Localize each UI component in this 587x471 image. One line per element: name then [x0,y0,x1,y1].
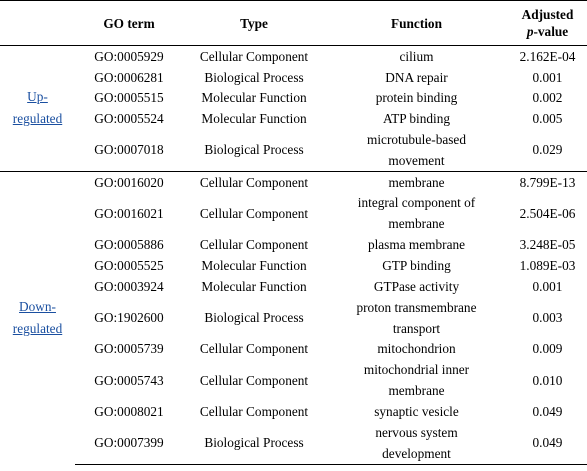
cell-adjusted-pvalue: 0.001 [532,69,563,85]
table-row [0,401,587,422]
function-line: mitochondrion [377,341,456,357]
group-label [0,296,75,340]
cell-function [325,87,508,108]
cell-function [325,129,508,172]
header-pvalue-rest: -value [533,24,569,39]
table-row [0,359,587,401]
table-row [0,234,587,255]
cell-adjusted-pvalue: 0.029 [532,142,563,158]
group-label-cell [0,46,75,172]
function-line: mitochondrial inner [363,362,470,378]
cell-adjusted-pvalue: 0.049 [532,404,563,420]
cell-type: Cellular Component [199,372,309,388]
table-row [0,276,587,297]
cell-function [325,359,508,401]
function-line: DNA repair [385,69,448,85]
cell-type: Biological Process [204,310,304,325]
header-group-blank [0,1,75,46]
cell-adjusted-pvalue: 0.002 [532,90,563,106]
cell-adjusted-pvalue: 0.009 [532,341,563,357]
table-row [0,255,587,276]
cell-type: Molecular Function [201,110,307,126]
cell-function [325,67,508,88]
cell-adjusted-pvalue: 2.504E-06 [519,205,576,221]
cell-function [325,276,508,297]
group-label [0,86,75,130]
cell-go-term: GO:0016020 [75,171,183,192]
cell-go-term: GO:0008021 [94,404,164,420]
cell-type: Cellular Component [199,205,309,221]
cell-adjusted-pvalue: 8.799E-13 [508,171,587,192]
cell-function [325,108,508,129]
cell-go-term: GO:1902600 [94,310,164,325]
cell-go-term: GO:0016021 [94,205,164,221]
function-line: GTPase activity [373,278,460,294]
table-row [0,171,587,192]
function-line: ATP binding [382,110,451,126]
cell-type: Biological Process [183,422,325,465]
header-pvalue-line1: Adjusted [521,7,574,22]
cell-type: Molecular Function [201,278,307,294]
cell-go-term: GO:0005515 [94,90,164,106]
table-row [0,192,587,234]
function-line: membrane [388,383,445,399]
function-line: GTP binding [382,257,451,273]
cell-adjusted-pvalue: 0.005 [532,110,563,126]
header-pvalue-p: p [526,24,534,39]
cell-adjusted-pvalue: 2.162E-04 [508,46,587,67]
function-line: membrane [388,174,445,190]
table-row [0,422,587,465]
group-label-line2: regulated [12,321,63,337]
group-label-line1: Up- [27,89,48,105]
cell-type: Cellular Component [199,341,309,357]
cell-type: Cellular Component [199,404,309,420]
function-line: proton transmembrane [356,299,477,315]
cell-go-term: GO:0005886 [94,237,164,253]
header-type: Type [183,1,325,46]
table-body [0,46,587,465]
group-label-cell [0,171,75,464]
function-line: plasma membrane [367,237,466,253]
cell-function [325,46,508,67]
cell-go-term: GO:0005929 [75,46,183,67]
cell-adjusted-pvalue: 0.010 [532,372,563,388]
cell-function [325,192,508,234]
cell-type: Molecular Function [201,257,307,273]
table-row [0,108,587,129]
cell-adjusted-pvalue: 0.049 [508,422,587,465]
cell-type: Molecular Function [201,90,307,106]
cell-function [325,255,508,276]
cell-type: Cellular Component [199,237,309,253]
cell-adjusted-pvalue: 0.003 [532,310,563,325]
cell-go-term: GO:0007399 [75,422,183,465]
header-function: Function [325,1,508,46]
cell-type: Biological Process [204,142,304,158]
function-line: integral component of [357,195,476,211]
table-row [0,67,587,88]
cell-function [325,422,508,465]
cell-go-term: GO:0007018 [94,142,164,158]
function-line: cilium [399,48,434,64]
table-row [0,339,587,360]
header-adjusted-pvalue [508,1,587,46]
function-line: nervous system [375,424,458,440]
cell-type: Cellular Component [183,171,325,192]
group-label-line1: Down- [19,299,56,315]
cell-go-term: GO:0005525 [94,257,164,273]
cell-function [325,401,508,422]
cell-function [325,297,508,339]
header-goterm: GO term [75,1,183,46]
table-row [0,46,587,67]
function-line: synaptic vesicle [374,404,459,420]
cell-go-term: GO:0003924 [94,278,164,294]
table-header [0,1,587,46]
cell-go-term: GO:0005739 [94,341,164,357]
function-line: protein binding [375,90,458,106]
table-row [0,297,587,339]
cell-adjusted-pvalue: 0.001 [532,278,563,294]
cell-type: Cellular Component [183,46,325,67]
function-line: movement [388,152,445,168]
cell-function [325,234,508,255]
cell-type: Biological Process [204,69,304,85]
header-row [0,1,587,46]
function-line: development [382,445,451,461]
cell-go-term: GO:0005524 [94,110,164,126]
group-label-line2: regulated [12,111,63,127]
function-line: membrane [388,216,445,232]
cell-function [325,171,508,192]
cell-adjusted-pvalue: 1.089E-03 [519,257,576,273]
cell-go-term: GO:0006281 [94,69,164,85]
cell-go-term: GO:0005743 [94,372,164,388]
function-line: microtubule-based [367,131,466,147]
cell-adjusted-pvalue: 3.248E-05 [519,237,576,253]
table-row [0,129,587,172]
function-line: transport [392,320,441,336]
cell-function [325,339,508,360]
table-row [0,87,587,108]
